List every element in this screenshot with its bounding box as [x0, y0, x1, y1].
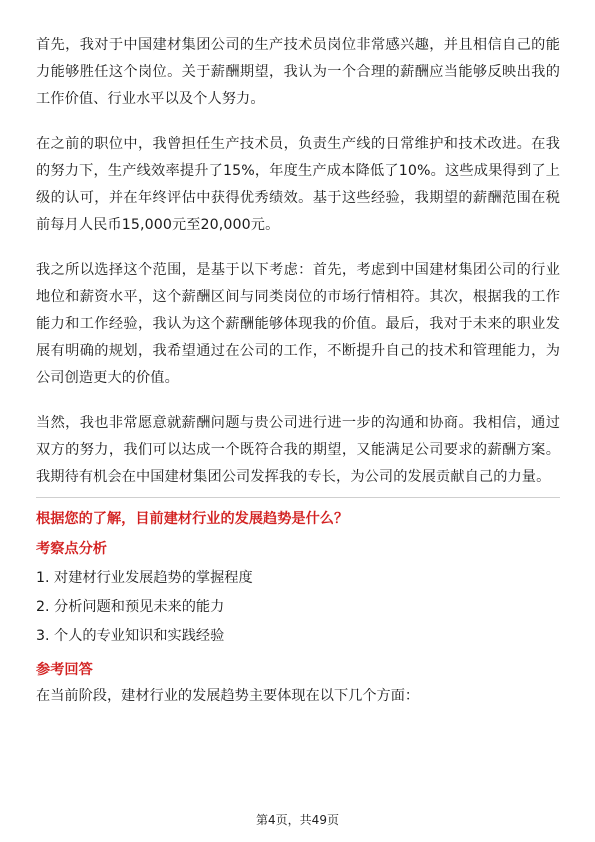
- analysis-point: 2. 分析问题和预见未来的能力: [36, 599, 225, 615]
- analysis-point: 3. 个人的专业知识和实践经验: [36, 628, 225, 644]
- body-paragraph-4: 当然，我也非常愿意就薪酬问题与贵公司进行进一步的沟通和协商。我相信，通过双方的努力，我们可以达成一个既符合我的期望，又能满足公司要求的薪酬方案。我期待有机会在中国建材集团公司发挥我的专长，为公司的发展贡献自己的力量。: [36, 415, 560, 485]
- page-number: 第4页，共49页: [256, 813, 339, 827]
- analysis-heading: 考察点分析: [36, 541, 107, 557]
- answer-intro: 在当前阶段，建材行业的发展趋势主要体现在以下几个方面：: [36, 688, 420, 704]
- section-divider: [36, 497, 560, 498]
- body-paragraph-2: 在之前的职位中，我曾担任生产技术员，负责生产线的日常维护和技术改进。在我的努力下，生产线效率提升了15%，年度生产成本降低了10%。这些成果得到了上级的认可，并在年终评估中获得优秀绩效。基于这些经验，我期望的薪酬范围在税前每月人民币15,000元至20,000元。: [36, 136, 560, 233]
- document-content: [36, 32, 560, 707]
- interview-question: 根据您的了解，目前建材行业的发展趋势是什么？: [36, 511, 349, 527]
- analysis-point-list: [36, 564, 560, 651]
- analysis-point: 1. 对建材行业发展趋势的掌握程度: [36, 570, 253, 586]
- body-paragraph-1: 首先，我对于中国建材集团公司的生产技术员岗位非常感兴趣，并且相信自己的能力能够胜任这个岗位。关于薪酬期望，我认为一个合理的薪酬应当能够反映出我的工作价值、行业水平以及个人努力。: [36, 37, 560, 107]
- answer-heading: 参考回答: [36, 662, 93, 678]
- body-paragraph-3: 我之所以选择这个范围，是基于以下考虑：首先，考虑到中国建材集团公司的行业地位和薪资水平，这个薪酬区间与同类岗位的市场行情相符。其次，根据我的工作能力和工作经验，我认为这个薪酬能够体现我的价值。最后，我对于未来的职业发展有明确的规划，我希望通过在公司的工作，不断提升自己的技术和管理能力，为公司创造更大的价值。: [36, 262, 560, 386]
